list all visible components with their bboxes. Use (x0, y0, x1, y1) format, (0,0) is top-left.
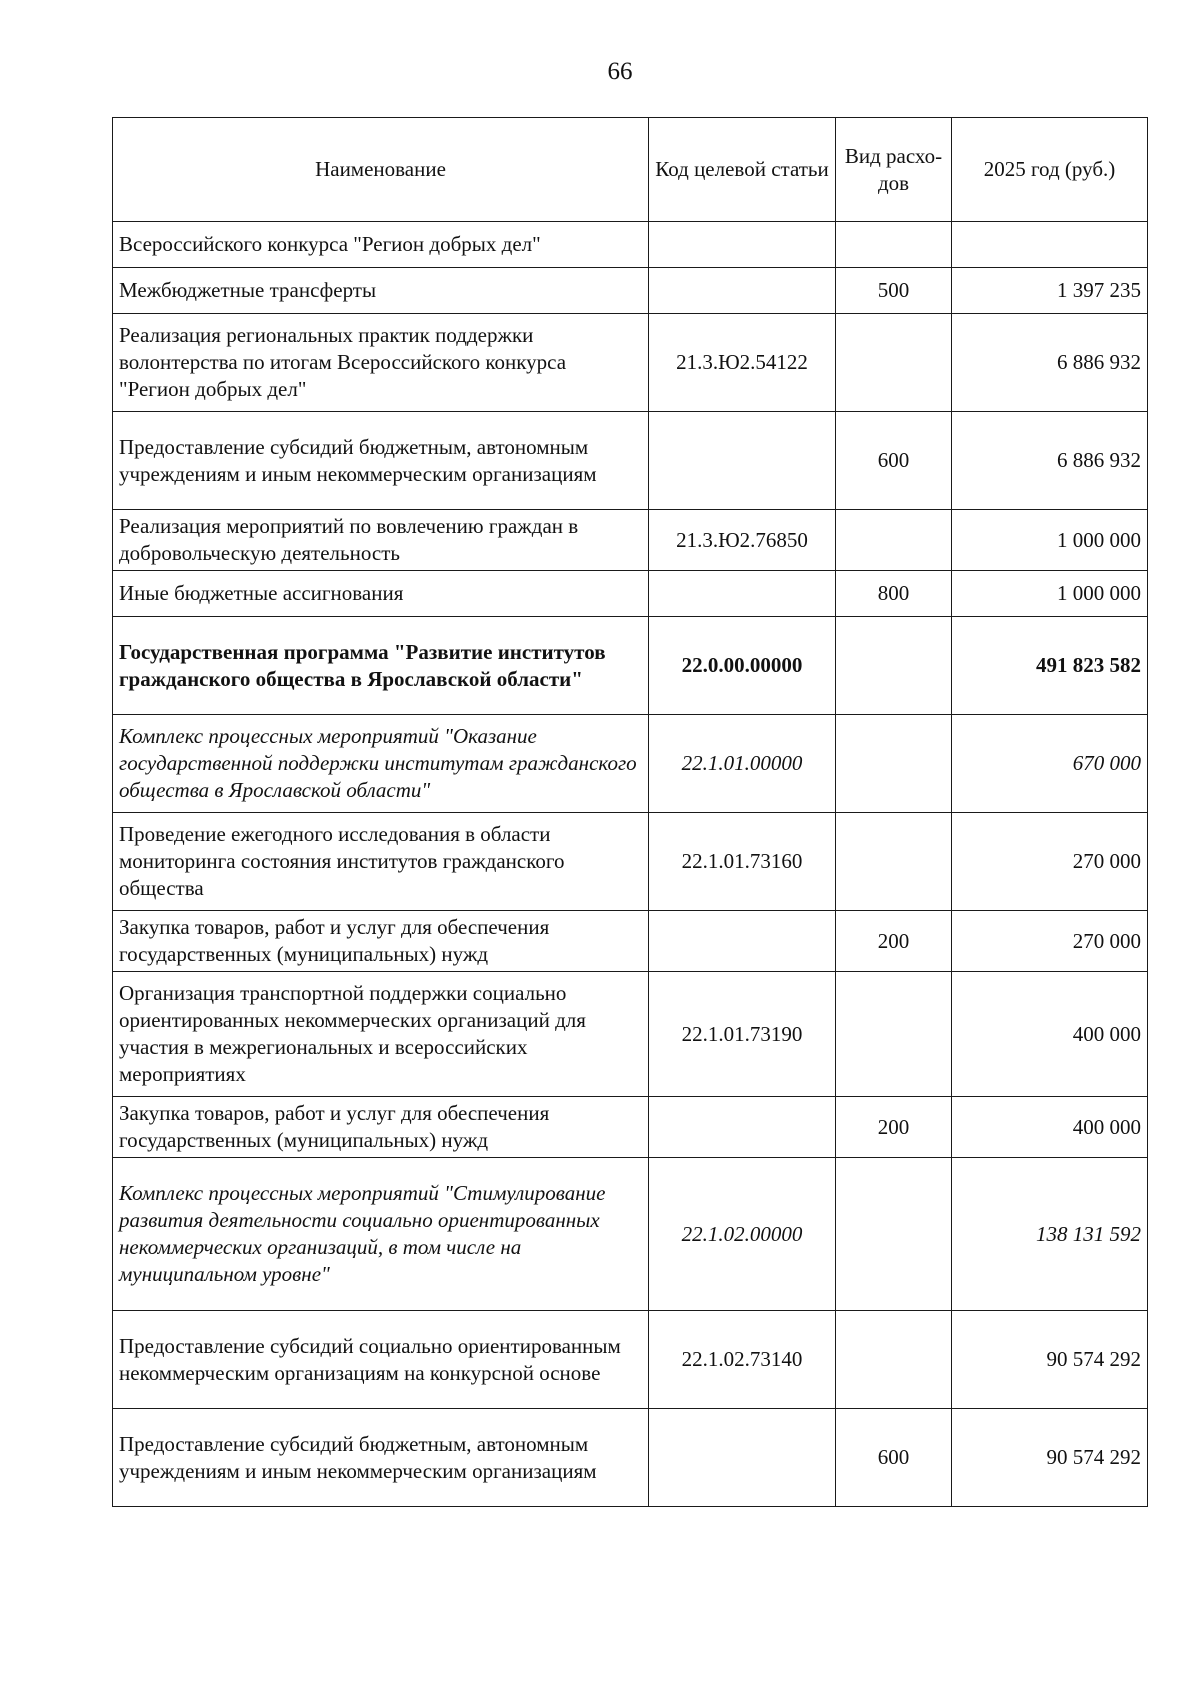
page-number: 66 (607, 58, 633, 85)
row-sum: 90 574 292 (952, 1409, 1148, 1507)
row-name: Комплекс процессных мероприятий "Оказание государственной поддержки институтам гражданского общества в Ярославской области" (113, 715, 649, 813)
row-kind: 800 (836, 571, 952, 617)
table-header-row (113, 118, 1148, 222)
table-row (113, 571, 1148, 617)
budget-table (112, 117, 1148, 1507)
row-sum: 400 000 (952, 972, 1148, 1097)
row-sum: 6 886 932 (952, 412, 1148, 510)
header-sum: 2025 год (руб.) (952, 118, 1148, 222)
row-name: Реализация мероприятий по вовлечению граждан в добровольческую деятельность (113, 510, 649, 571)
table-row-program (113, 617, 1148, 715)
row-kind: 600 (836, 412, 952, 510)
row-kind (836, 1158, 952, 1311)
row-sum: 1 397 235 (952, 268, 1148, 314)
header-kind: Вид расхо-дов (836, 118, 952, 222)
row-sum: 6 886 932 (952, 314, 1148, 412)
row-kind (836, 510, 952, 571)
row-code: 22.1.01.73190 (649, 972, 836, 1097)
row-kind (836, 972, 952, 1097)
row-code: 22.1.02.73140 (649, 1311, 836, 1409)
table-row (113, 510, 1148, 571)
row-code (649, 412, 836, 510)
row-kind: 200 (836, 911, 952, 972)
header-name: Наименование (113, 118, 649, 222)
row-code: 22.1.02.00000 (649, 1158, 836, 1311)
row-sum: 400 000 (952, 1097, 1148, 1158)
row-name: Предоставление субсидий бюджетным, автономным учреждениям и иным некоммерческим организациям (113, 412, 649, 510)
row-kind: 500 (836, 268, 952, 314)
row-sum: 138 131 592 (952, 1158, 1148, 1311)
table-row (113, 314, 1148, 412)
row-code (649, 222, 836, 268)
header-code: Код целевой статьи (649, 118, 836, 222)
row-code (649, 1097, 836, 1158)
table-row (113, 412, 1148, 510)
table-row (113, 222, 1148, 268)
row-code: 22.0.00.00000 (649, 617, 836, 715)
row-name: Реализация региональных практик поддержки волонтерства по итогам Всероссийского конкурса "Регион добрых дел" (113, 314, 649, 412)
table-row (113, 1311, 1148, 1409)
row-code (649, 268, 836, 314)
row-kind: 200 (836, 1097, 952, 1158)
row-kind (836, 1311, 952, 1409)
row-sum: 90 574 292 (952, 1311, 1148, 1409)
row-code: 22.1.01.73160 (649, 813, 836, 911)
table-row-complex (113, 715, 1148, 813)
row-sum: 491 823 582 (952, 617, 1148, 715)
row-name: Проведение ежегодного исследования в области мониторинга состояния институтов гражданского общества (113, 813, 649, 911)
row-kind (836, 314, 952, 412)
table-row (113, 972, 1148, 1097)
row-sum (952, 222, 1148, 268)
row-name: Закупка товаров, работ и услуг для обеспечения государственных (муниципальных) нужд (113, 911, 649, 972)
row-name: Всероссийского конкурса "Регион добрых дел" (113, 222, 649, 268)
row-name: Предоставление субсидий социально ориентированным некоммерческим организациям на конкурсной основе (113, 1311, 649, 1409)
row-name: Комплекс процессных мероприятий "Стимулирование развития деятельности социально ориентированных некоммерческих организаций, в том числе на муниципальном уровне" (113, 1158, 649, 1311)
row-kind (836, 813, 952, 911)
table-row (113, 268, 1148, 314)
row-code (649, 911, 836, 972)
table-row (113, 1409, 1148, 1507)
row-code: 21.3.Ю2.76850 (649, 510, 836, 571)
row-code (649, 571, 836, 617)
row-kind (836, 617, 952, 715)
row-code (649, 1409, 836, 1507)
row-name: Государственная программа "Развитие институтов гражданского общества в Ярославской области" (113, 617, 649, 715)
row-name: Закупка товаров, работ и услуг для обеспечения государственных (муниципальных) нужд (113, 1097, 649, 1158)
row-kind: 600 (836, 1409, 952, 1507)
row-sum: 270 000 (952, 813, 1148, 911)
table-row (113, 911, 1148, 972)
row-kind (836, 715, 952, 813)
table-row (113, 1097, 1148, 1158)
row-sum: 670 000 (952, 715, 1148, 813)
row-sum: 1 000 000 (952, 571, 1148, 617)
row-sum: 270 000 (952, 911, 1148, 972)
row-sum: 1 000 000 (952, 510, 1148, 571)
row-name: Организация транспортной поддержки социально ориентированных некоммерческих организаций для участия в межрегиональных и всероссийских мероприятиях (113, 972, 649, 1097)
row-name: Предоставление субсидий бюджетным, автономным учреждениям и иным некоммерческим организациям (113, 1409, 649, 1507)
row-name: Иные бюджетные ассигнования (113, 571, 649, 617)
row-code: 21.3.Ю2.54122 (649, 314, 836, 412)
table-row-complex (113, 1158, 1148, 1311)
row-code: 22.1.01.00000 (649, 715, 836, 813)
row-name: Межбюджетные трансферты (113, 268, 649, 314)
row-kind (836, 222, 952, 268)
table-row (113, 813, 1148, 911)
